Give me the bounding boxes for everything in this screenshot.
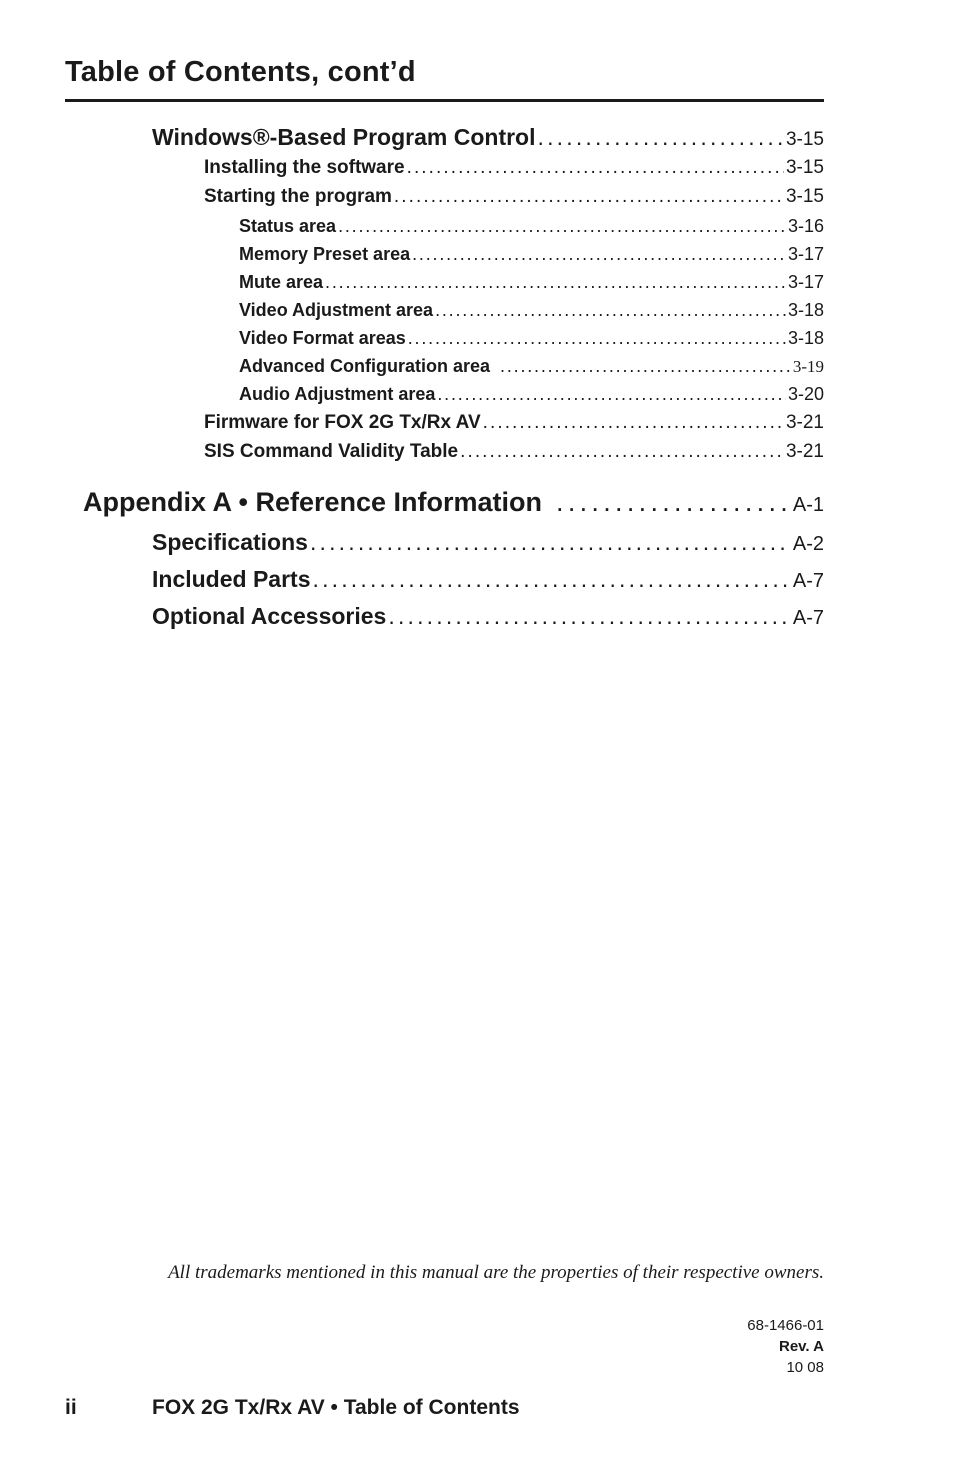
revision-date: 10 08 — [786, 1359, 824, 1376]
toc-entry-page: 3-16 — [787, 216, 824, 236]
toc-entry-page: A-1 — [792, 494, 824, 516]
dot-leader — [435, 300, 786, 321]
toc-entry-label: SIS Command Validity Table — [204, 441, 459, 462]
toc-entry-label: Specifications — [152, 529, 308, 555]
toc-entry-specifications[interactable] — [152, 529, 824, 556]
toc-entry-optional-accessories[interactable] — [152, 603, 824, 630]
footer-page-number: ii — [65, 1396, 77, 1419]
toc-entry-label: Advanced Configuration area — [239, 356, 491, 376]
toc-entry-audio-adjustment-area[interactable] — [239, 384, 824, 405]
dot-leader — [394, 186, 784, 208]
toc-entry-label: Mute area — [239, 272, 324, 292]
toc-entry-page: 3-15 — [785, 129, 824, 150]
dot-leader — [312, 566, 790, 593]
toc-entry-included-parts[interactable] — [152, 566, 824, 593]
dot-leader — [408, 328, 786, 349]
dot-leader — [407, 157, 784, 179]
toc-entry-page: 3-15 — [785, 186, 824, 207]
toc-entry-page: 3-17 — [787, 272, 824, 292]
dot-leader — [388, 603, 791, 630]
toc-entry-page: 3-18 — [787, 300, 824, 320]
toc-entry-label: Optional Accessories — [152, 603, 387, 629]
toc-entry-mute-area[interactable] — [239, 272, 824, 293]
toc-entry-video-format-areas[interactable] — [239, 328, 824, 349]
toc-entry-page: A-7 — [792, 607, 824, 629]
document-info — [747, 1315, 824, 1378]
toc-entry-label: Video Format areas — [239, 328, 406, 348]
dot-leader — [483, 412, 784, 434]
footer-title: FOX 2G Tx/Rx AV • Table of Contents — [152, 1396, 520, 1419]
toc-entry-page: 3-21 — [785, 441, 824, 462]
toc-entry-label: Starting the program — [204, 186, 392, 207]
dot-leader — [556, 487, 791, 518]
toc-entry-memory-preset-area[interactable] — [239, 244, 824, 265]
dot-leader — [310, 529, 791, 556]
toc-entry-page: 3-17 — [787, 244, 824, 264]
toc-entry-label: Windows®-Based Program Control — [152, 124, 536, 150]
toc-entry-installing-software[interactable] — [204, 157, 824, 179]
dot-leader — [460, 441, 784, 463]
toc-entry-label: Included Parts — [152, 566, 311, 592]
page-title: Table of Contents, cont’d — [65, 56, 416, 88]
toc-entry-label: Appendix A • Reference Information — [83, 487, 543, 517]
dot-leader — [338, 216, 786, 237]
dot-leader — [325, 272, 786, 293]
toc-entry-label: Status area — [239, 216, 337, 236]
title-rule — [65, 99, 824, 102]
trademark-note: All trademarks mentioned in this manual are the properties of their respective owners. — [168, 1262, 824, 1283]
dot-leader — [500, 356, 791, 377]
toc-entry-label: Firmware for FOX 2G Tx/Rx AV — [204, 412, 481, 433]
toc-entry-appendix-a[interactable] — [83, 487, 824, 518]
toc-entry-status-area[interactable] — [239, 216, 824, 237]
toc-entry-label: Installing the software — [204, 157, 405, 178]
dot-leader — [412, 244, 786, 265]
toc-entry-page: 3-20 — [787, 384, 824, 404]
toc-entry-page: 3-21 — [785, 412, 824, 433]
toc-entry-sis-command-validity-table[interactable] — [204, 441, 824, 463]
toc-entry-page: 3-15 — [785, 157, 824, 178]
dot-leader — [437, 384, 786, 405]
toc-entry-page: A-2 — [792, 533, 824, 555]
toc-entry-advanced-configuration-area[interactable] — [239, 356, 824, 377]
toc-entry-label: Memory Preset area — [239, 244, 411, 264]
toc-entry-video-adjustment-area[interactable] — [239, 300, 824, 321]
toc-entry-firmware[interactable] — [204, 412, 824, 434]
toc-entry-label: Video Adjustment area — [239, 300, 434, 320]
revision: Rev. A — [778, 1338, 824, 1355]
dot-leader — [538, 124, 784, 151]
toc-entry-windows-program-control[interactable] — [152, 124, 824, 151]
toc-entry-page: A-7 — [792, 570, 824, 592]
toc-entry-label: Audio Adjustment area — [239, 384, 436, 404]
part-number: 68-1466-01 — [747, 1317, 824, 1334]
toc-entry-starting-program[interactable] — [204, 186, 824, 208]
toc-entry-page: 3-19 — [792, 357, 824, 376]
toc-entry-page: 3-18 — [787, 328, 824, 348]
